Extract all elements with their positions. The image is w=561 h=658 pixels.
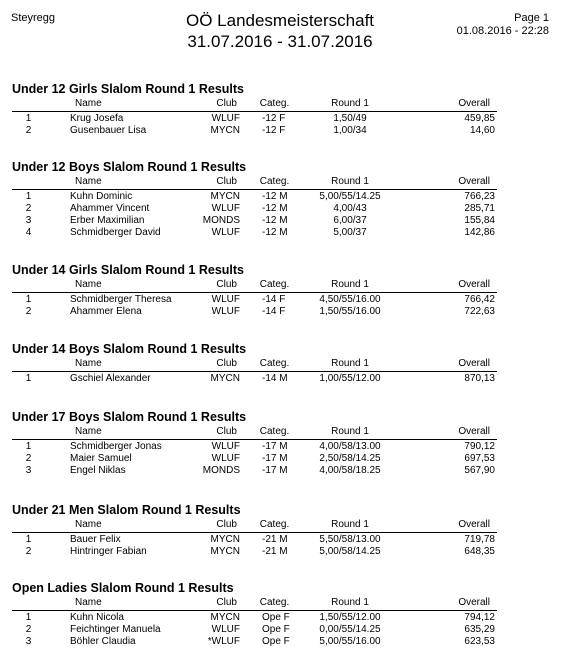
club-cell: MYCN [210, 534, 240, 545]
column-header-round: Round 1 [331, 176, 369, 187]
overall-score-cell: 790,12 [464, 441, 495, 452]
column-header-row [12, 426, 497, 438]
club-cell: WLUF [211, 113, 240, 124]
athlete-name-cell: Kuhn Dominic [70, 191, 133, 202]
column-header-name: Name [75, 279, 102, 290]
round-score-cell: 1,50/55/12.00 [319, 612, 381, 623]
rank-cell: 2 [25, 306, 32, 317]
round-score-cell: 5,00/55/14.25 [319, 191, 381, 202]
header-divider [12, 439, 497, 440]
round-score-cell: 1,00/55/12.00 [319, 373, 381, 384]
rank-cell: 2 [25, 203, 32, 214]
category-cell: Ope F [262, 624, 290, 635]
category-cell: Ope F [262, 636, 290, 647]
round-score-cell: 5,00/37 [333, 227, 367, 238]
result-row [0, 453, 561, 465]
club-cell: MYCN [210, 125, 240, 136]
overall-score-cell: 722,63 [464, 306, 495, 317]
category-cell: -17 M [262, 453, 288, 464]
column-header-overall: Overall [458, 279, 490, 290]
header-divider [12, 292, 497, 293]
result-row [0, 294, 561, 306]
category-cell: -14 F [262, 306, 286, 317]
result-row [0, 612, 561, 624]
club-cell: WLUF [211, 453, 240, 464]
club-cell: *WLUF [207, 636, 240, 647]
column-header-category: Categ. [259, 176, 290, 187]
athlete-name-cell: Ahammer Vincent [70, 203, 150, 214]
round-score-cell: 2,50/58/14.25 [319, 453, 381, 464]
round-score-cell: 1,50/55/16.00 [319, 306, 381, 317]
category-cell: -12 M [262, 227, 288, 238]
athlete-name-cell: Engel Niklas [70, 465, 126, 476]
column-header-club: Club [216, 519, 237, 530]
overall-score-cell: 766,42 [464, 294, 495, 305]
round-score-cell: 4,00/58/18.25 [319, 465, 381, 476]
overall-score-cell: 648,35 [464, 546, 495, 557]
athlete-name-cell: Schmidberger David [70, 227, 161, 238]
column-header-club: Club [216, 597, 237, 608]
result-row [0, 441, 561, 453]
column-header-name: Name [75, 98, 102, 109]
column-header-category: Categ. [259, 426, 290, 437]
header-divider [12, 371, 497, 372]
overall-score-cell: 285,71 [464, 203, 495, 214]
athlete-name-cell: Gschiel Alexander [70, 373, 151, 384]
column-header-overall: Overall [458, 176, 490, 187]
column-header-overall: Overall [458, 597, 490, 608]
rank-cell: 2 [25, 453, 32, 464]
athlete-name-cell: Krug Josefa [70, 113, 124, 124]
column-header-name: Name [75, 519, 102, 530]
rank-cell: 1 [25, 191, 32, 202]
club-cell: WLUF [211, 624, 240, 635]
athlete-name-cell: Kuhn Nicola [70, 612, 124, 623]
section-title: Under 17 Boys Slalom Round 1 Results [12, 410, 247, 424]
result-row [0, 534, 561, 546]
club-cell: MYCN [210, 191, 240, 202]
rank-cell: 3 [25, 215, 32, 226]
rank-cell: 1 [25, 612, 32, 623]
category-cell: -17 M [262, 441, 288, 452]
overall-score-cell: 567,90 [464, 465, 495, 476]
column-header-club: Club [216, 279, 237, 290]
club-cell: WLUF [211, 227, 240, 238]
athlete-name-cell: Böhler Claudia [70, 636, 136, 647]
header-divider [12, 111, 497, 112]
overall-score-cell: 142,86 [464, 227, 495, 238]
round-score-cell: 5,50/58/13.00 [319, 534, 381, 545]
round-score-cell: 6,00/37 [333, 215, 367, 226]
column-header-overall: Overall [458, 426, 490, 437]
header-divider [12, 532, 497, 533]
athlete-name-cell: Feichtinger Manuela [70, 624, 161, 635]
column-header-round: Round 1 [331, 279, 369, 290]
result-row [0, 227, 561, 239]
location-label: Steyregg [11, 12, 56, 24]
column-header-row [12, 176, 497, 188]
result-row [0, 306, 561, 318]
rank-cell: 4 [25, 227, 32, 238]
club-cell: MYCN [210, 546, 240, 557]
document-title: OÖ Landesmeisterschaft [185, 11, 375, 30]
overall-score-cell: 635,29 [464, 624, 495, 635]
column-header-category: Categ. [259, 358, 290, 369]
round-score-cell: 1,00/34 [333, 125, 367, 136]
column-header-overall: Overall [458, 98, 490, 109]
column-header-row [12, 98, 497, 110]
overall-score-cell: 719,78 [464, 534, 495, 545]
rank-cell: 1 [25, 441, 32, 452]
category-cell: -17 M [262, 465, 288, 476]
column-header-round: Round 1 [331, 597, 369, 608]
club-cell: WLUF [211, 306, 240, 317]
round-score-cell: 5,00/55/16.00 [319, 636, 381, 647]
print-timestamp: 01.08.2016 - 22:28 [456, 25, 549, 37]
result-row [0, 125, 561, 137]
column-header-club: Club [216, 98, 237, 109]
overall-score-cell: 14,60 [469, 125, 495, 136]
header-divider [12, 189, 497, 190]
result-row [0, 113, 561, 125]
athlete-name-cell: Schmidberger Jonas [70, 441, 162, 452]
column-header-round: Round 1 [331, 358, 369, 369]
round-score-cell: 5,00/58/14.25 [319, 546, 381, 557]
column-header-round: Round 1 [331, 98, 369, 109]
page-number: Page 1 [514, 12, 549, 24]
category-cell: -12 M [262, 215, 288, 226]
club-cell: WLUF [211, 294, 240, 305]
column-header-row [12, 597, 497, 609]
category-cell: -21 M [262, 546, 288, 557]
column-header-name: Name [75, 358, 102, 369]
overall-score-cell: 870,13 [464, 373, 495, 384]
section-title: Under 14 Girls Slalom Round 1 Results [12, 263, 245, 277]
column-header-club: Club [216, 176, 237, 187]
section-title: Under 12 Girls Slalom Round 1 Results [12, 82, 245, 96]
column-header-row [12, 358, 497, 370]
column-header-overall: Overall [458, 519, 490, 530]
result-row [0, 624, 561, 636]
category-cell: -12 M [262, 203, 288, 214]
header-divider [12, 610, 497, 611]
column-header-overall: Overall [458, 358, 490, 369]
category-cell: Ope F [262, 612, 290, 623]
column-header-row [12, 279, 497, 291]
rank-cell: 1 [25, 534, 32, 545]
result-row [0, 373, 561, 385]
overall-score-cell: 155,84 [464, 215, 495, 226]
column-header-category: Categ. [259, 98, 290, 109]
column-header-name: Name [75, 426, 102, 437]
rank-cell: 2 [25, 624, 32, 635]
section-title: Under 21 Men Slalom Round 1 Results [12, 503, 241, 517]
column-header-category: Categ. [259, 519, 290, 530]
column-header-name: Name [75, 176, 102, 187]
column-header-club: Club [216, 358, 237, 369]
section-title: Under 12 Boys Slalom Round 1 Results [12, 160, 247, 174]
column-header-row [12, 519, 497, 531]
result-row [0, 636, 561, 648]
result-row [0, 546, 561, 558]
rank-cell: 1 [25, 113, 32, 124]
category-cell: -12 M [262, 191, 288, 202]
rank-cell: 1 [25, 294, 32, 305]
column-header-round: Round 1 [331, 519, 369, 530]
column-header-category: Categ. [259, 597, 290, 608]
club-cell: MONDS [202, 465, 240, 476]
column-header-club: Club [216, 426, 237, 437]
section-title: Open Ladies Slalom Round 1 Results [12, 581, 234, 595]
result-row [0, 203, 561, 215]
category-cell: -14 F [262, 294, 286, 305]
result-row [0, 465, 561, 477]
category-cell: -14 M [262, 373, 288, 384]
club-cell: WLUF [211, 203, 240, 214]
overall-score-cell: 697,53 [464, 453, 495, 464]
category-cell: -12 F [262, 113, 286, 124]
athlete-name-cell: Gusenbauer Lisa [70, 125, 147, 136]
column-header-name: Name [75, 597, 102, 608]
section-title: Under 14 Boys Slalom Round 1 Results [12, 342, 247, 356]
round-score-cell: 4,00/43 [333, 203, 367, 214]
club-cell: MYCN [210, 612, 240, 623]
rank-cell: 2 [25, 125, 32, 136]
athlete-name-cell: Bauer Felix [70, 534, 121, 545]
column-header-category: Categ. [259, 279, 290, 290]
rank-cell: 3 [25, 636, 32, 647]
athlete-name-cell: Ahammer Elena [70, 306, 142, 317]
result-row [0, 215, 561, 227]
rank-cell: 3 [25, 465, 32, 476]
athlete-name-cell: Erber Maximilian [70, 215, 145, 226]
club-cell: WLUF [211, 441, 240, 452]
round-score-cell: 4,50/55/16.00 [319, 294, 381, 305]
date-range: 31.07.2016 - 31.07.2016 [187, 32, 373, 51]
round-score-cell: 0,00/55/14.25 [319, 624, 381, 635]
column-header-round: Round 1 [331, 426, 369, 437]
rank-cell: 2 [25, 546, 32, 557]
overall-score-cell: 794,12 [464, 612, 495, 623]
athlete-name-cell: Schmidberger Theresa [70, 294, 172, 305]
club-cell: MYCN [210, 373, 240, 384]
category-cell: -12 F [262, 125, 286, 136]
overall-score-cell: 766,23 [464, 191, 495, 202]
overall-score-cell: 623,53 [464, 636, 495, 647]
overall-score-cell: 459,85 [464, 113, 495, 124]
athlete-name-cell: Maier Samuel [70, 453, 132, 464]
round-score-cell: 1,50/49 [333, 113, 367, 124]
round-score-cell: 4,00/58/13.00 [319, 441, 381, 452]
club-cell: MONDS [202, 215, 240, 226]
category-cell: -21 M [262, 534, 288, 545]
result-row [0, 191, 561, 203]
athlete-name-cell: Hintringer Fabian [70, 546, 147, 557]
rank-cell: 1 [25, 373, 32, 384]
